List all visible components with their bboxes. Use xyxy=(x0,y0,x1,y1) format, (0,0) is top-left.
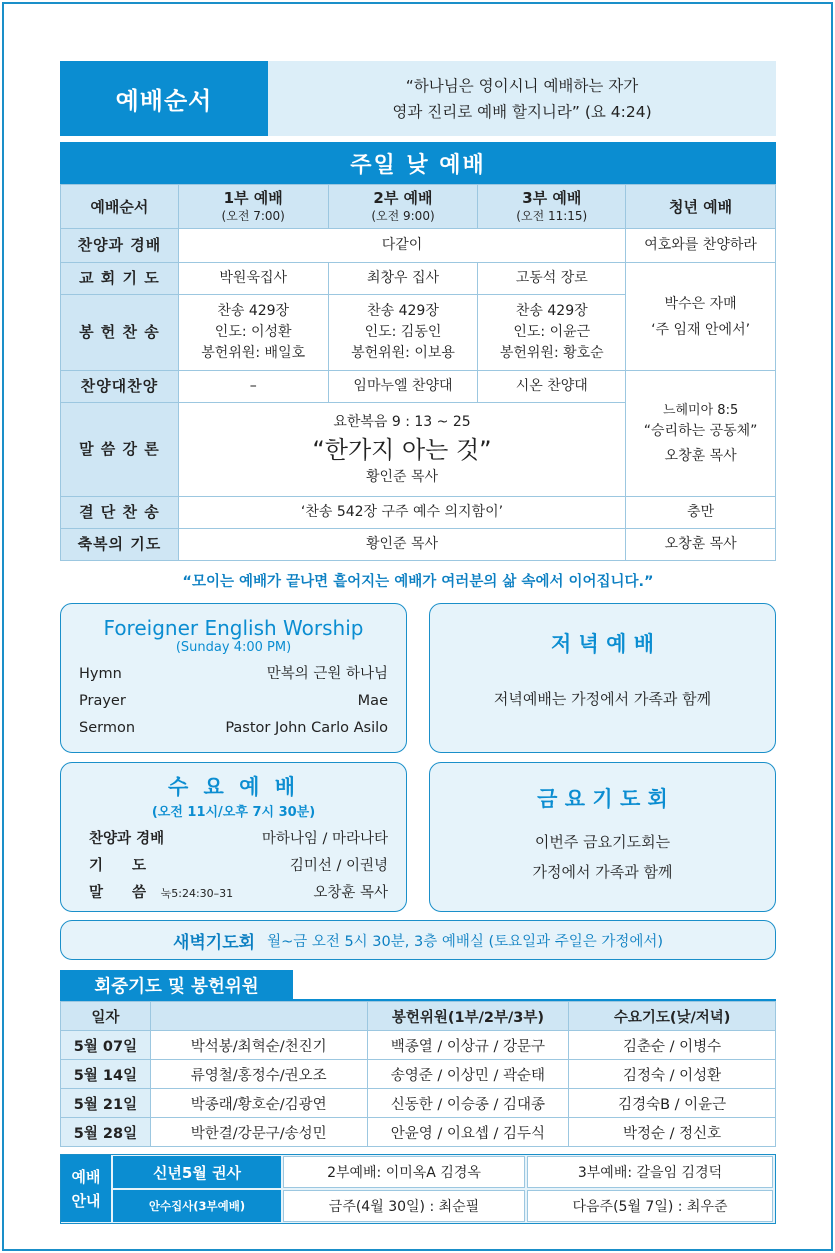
dawn-title: 새벽기도회 xyxy=(172,932,256,953)
list-item: Prayer Mae xyxy=(79,693,388,709)
english-worship-box xyxy=(60,603,407,753)
row-label: 결 단 찬 송 xyxy=(61,497,179,529)
list-item: 말 씀 눅5:24:30–31 오창훈 목사 xyxy=(89,885,388,901)
evening-title: 저 녁 예 배 xyxy=(550,632,655,656)
table-row: 5월 14일 류영철/홍정수/권오조 송영준 / 이상민 / 곽순태 김정숙 / 이성환 xyxy=(61,1060,776,1089)
col-service-1: 1부 예배 (오전 7:00) xyxy=(178,185,328,229)
cell: – xyxy=(178,371,328,403)
row-label: 축복의 기도 xyxy=(61,529,179,561)
english-title: Foreigner English Worship xyxy=(103,616,364,640)
row-label: 찬양대찬양 xyxy=(61,371,179,403)
cell: 시온 찬양대 xyxy=(478,371,626,403)
sermon-ref: 요한복음 9 : 13 ~ 25 xyxy=(333,413,471,430)
wednesday-time: (오전 11시/오후 7시 30분) xyxy=(151,805,316,820)
worship-guide xyxy=(60,1154,776,1224)
list-item: 찬양과 경배 마하나임 / 마라나타 xyxy=(89,831,388,847)
cell: ‘찬송 542장 구주 예수 의지함이’ xyxy=(178,497,625,529)
table-row xyxy=(61,229,776,263)
row-label: 찬양과 경배 xyxy=(61,229,179,263)
table-row: 5월 07일 박석봉/최혁순/천진기 백종열 / 이상규 / 강문구 김춘순 / 이병수 xyxy=(61,1031,776,1060)
table-row xyxy=(61,263,776,295)
friday-prayer-box xyxy=(429,762,776,912)
cell: 임마누엘 찬양대 xyxy=(328,371,478,403)
cell: 박원욱집사 xyxy=(178,263,328,295)
cell: 여호와를 찬양하라 xyxy=(626,229,776,263)
cell: 찬송 429장 인도: 이윤근 봉헌위원: 황호순 xyxy=(478,295,626,371)
dawn-text: 월~금 오전 5시 30분, 3층 예배실 (토요일과 주일은 가정에서) xyxy=(267,933,664,950)
header-title: 예배순서 xyxy=(60,61,268,136)
list-item: Sermon Pastor John Carlo Asilo xyxy=(79,720,388,736)
cell: 최창우 집사 xyxy=(328,263,478,295)
guide-value: 2부예배: 이미옥A 김경옥 xyxy=(283,1156,525,1188)
guide-value: 금주(4월 30일) : 최순필 xyxy=(283,1190,525,1222)
sunday-service-table xyxy=(60,184,776,561)
guide-key-1: 신년5월 권사 xyxy=(113,1156,281,1188)
friday-text: 이번주 금요기도회는 가정에서 가족과 함께 xyxy=(532,833,673,881)
row-label: 말 씀 강 론 xyxy=(61,403,179,497)
friday-title: 금 요 기 도 회 xyxy=(537,787,668,811)
list-item: 기 도 김미선 / 이권녕 xyxy=(89,858,388,874)
prayer-table xyxy=(60,1001,776,1147)
cell: 고동석 장로 xyxy=(478,263,626,295)
sunday-service-title: 주일 낮 예배 xyxy=(60,142,776,184)
table-row xyxy=(61,497,776,529)
col-label: 예배순서 xyxy=(61,185,179,229)
table-header-row xyxy=(61,185,776,229)
cell: 다같이 xyxy=(178,229,625,263)
cell: 오창훈 목사 xyxy=(626,529,776,561)
guide-label: 예배 안내 xyxy=(61,1155,111,1222)
sermon-cell xyxy=(178,403,625,497)
row-label: 봉 헌 찬 송 xyxy=(61,295,179,371)
evening-worship-box xyxy=(429,603,776,753)
cell: 찬송 429장 인도: 김동인 봉헌위원: 이보용 xyxy=(328,295,478,371)
cell: 황인준 목사 xyxy=(178,529,625,561)
row-label: 교 회 기 도 xyxy=(61,263,179,295)
quote-text: “모이는 예배가 끝나면 흩어지는 예배가 여러분의 삶 속에서 이어집니다.” xyxy=(182,574,654,590)
evening-text: 저녁예배는 가정에서 가족과 함께 xyxy=(493,690,712,708)
cell: 충만 xyxy=(626,497,776,529)
table-header-row: 일자 봉헌위원(1부/2부/3부) 수요기도(낮/저녁) xyxy=(61,1002,776,1031)
cell: 느헤미아 8:5 “승리하는 공동체” 오창훈 목사 xyxy=(626,371,776,497)
table-row: 5월 21일 박종래/황호순/김광연 신동한 / 이승종 / 김대종 김경숙B / 이윤근 xyxy=(61,1089,776,1118)
col-service-2: 2부 예배 (오전 9:00) xyxy=(328,185,478,229)
guide-value: 3부예배: 갈을임 김경덕 xyxy=(527,1156,773,1188)
cell: 박수은 자매 ‘주 임재 안에서’ xyxy=(626,263,776,371)
verse-line-1: “하나님은 영이시니 예배하는 자가 xyxy=(405,76,639,95)
list-item: Hymn 만복의 근원 하나님 xyxy=(79,666,388,682)
col-youth: 청년 예배 xyxy=(626,185,776,229)
guide-value: 다음주(5월 7일) : 최우준 xyxy=(527,1190,773,1222)
table-row: 5월 28일 박한결/강문구/송성민 안윤영 / 이요셉 / 김두식 박정순 / 정신호 xyxy=(61,1118,776,1147)
dawn-prayer-box xyxy=(60,920,776,960)
sermon-preacher: 황인준 목사 xyxy=(365,468,439,485)
header-verse xyxy=(268,61,776,136)
table-row xyxy=(61,529,776,561)
wednesday-title: 수 요 예 배 xyxy=(167,775,300,799)
verse-line-2: 영과 진리로 예배 할지니라” (요 4:24) xyxy=(392,102,652,121)
col-service-3: 3부 예배 (오전 11:15) xyxy=(478,185,626,229)
prayer-section-title: 회중기도 및 봉헌위원 xyxy=(60,970,293,1000)
wednesday-worship-box xyxy=(60,762,407,912)
table-row xyxy=(61,371,776,403)
english-time: (Sunday 4:00 PM) xyxy=(175,640,292,655)
sermon-title: “한가지 아는 것” xyxy=(312,435,492,464)
cell: 찬송 429장 인도: 이성환 봉헌위원: 배일호 xyxy=(178,295,328,371)
guide-key-2: 안수집사(3부예배) xyxy=(113,1190,281,1222)
header xyxy=(60,61,776,136)
